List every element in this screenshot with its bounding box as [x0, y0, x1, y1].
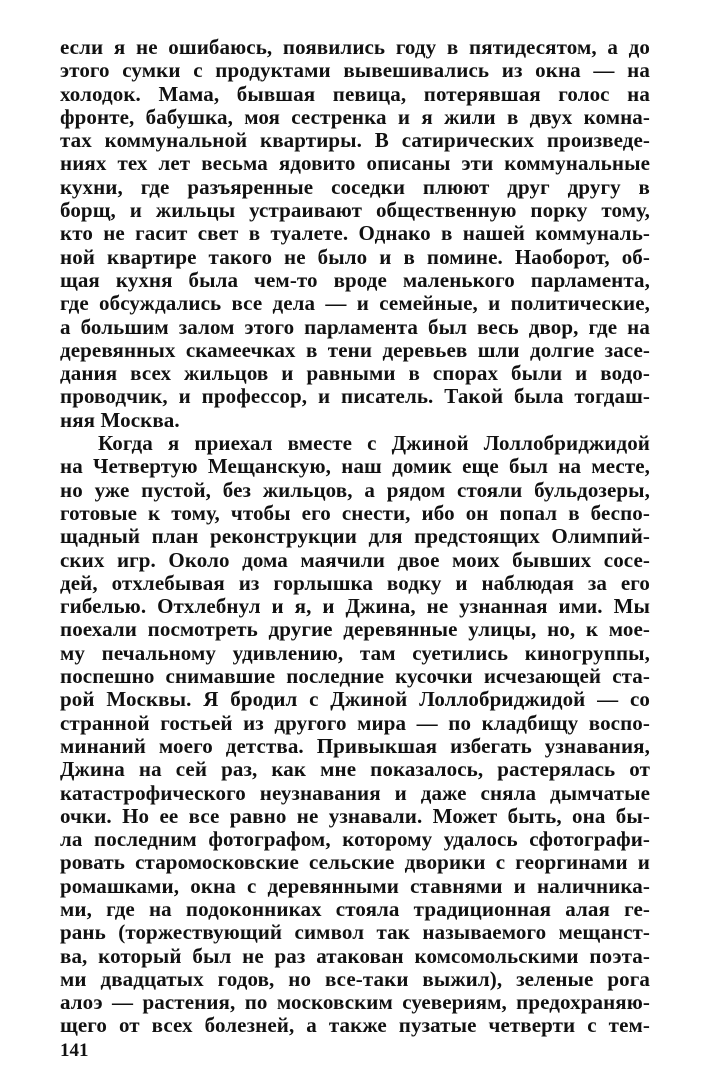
- text-line: щего от всех болезней, а также пузатые четверти с тем-: [60, 1013, 650, 1038]
- text-line: Когда я приехал вместе с Джиной Лоллобриджидой: [98, 431, 650, 456]
- text-line: ских игр. Около дома маячили двое моих бывших сосе-: [60, 547, 650, 572]
- text-line: ва, который был не раз атакован комсомольскими поэта-: [60, 943, 650, 968]
- text-line: фронте, бабушка, моя сестренка и я жили в двух комна-: [60, 104, 650, 129]
- text-line: алоэ — растения, по московским суевериям, предохраняю-: [60, 990, 650, 1015]
- text-line: ровать старомосковские сельские дворики с георгинами и: [60, 850, 650, 875]
- text-line: рой Москвы. Я бродил с Джиной Лоллобриджидой — со: [60, 687, 650, 712]
- text-line: ромашками, окна с деревянными ставнями и наличника-: [60, 873, 650, 898]
- text-line: но уже пустой, без жильцов, а рядом стояли бульдозеры,: [60, 477, 650, 502]
- paragraph-2: [60, 432, 650, 1038]
- text-line: ми двадцатых годов, но все-таки выжил), зеленые рога: [60, 966, 650, 991]
- text-line: ной квартире такого не было и в помине. Наоборот, об-: [60, 244, 650, 269]
- text-line: ми, где на подоконниках стояла традиционная алая ге-: [60, 896, 650, 921]
- text-line: деревянных скамеечках в тени деревьев шли долгие засе-: [60, 337, 650, 362]
- text-line: где обсуждались все дела — и семейные, и политические,: [60, 291, 650, 316]
- text-line: кто не гасит свет в туалете. Однако в нашей коммуналь-: [60, 221, 650, 246]
- text-line: рань (торжествующий символ так называемого мещанст-: [60, 920, 650, 945]
- text-line: этого сумки с продуктами вывешивались из окна — на: [60, 58, 650, 83]
- text-line: холодок. Мама, бывшая певица, потерявшая голос на: [60, 81, 650, 106]
- text-line: готовые к тому, чтобы его снести, ибо он попал в беспо-: [60, 500, 650, 525]
- text-line: кухни, где разъяренные соседки плюют друг другу в: [60, 174, 650, 199]
- text-line: тах коммунальной квартиры. В сатирических произведе-: [60, 128, 650, 153]
- text-line: очки. Но ее все равно не узнавали. Может быть, она бы-: [60, 803, 650, 828]
- text-line: няя Москва.: [60, 407, 180, 432]
- text-line: на Четвертую Мещанскую, наш домик еще был на месте,: [60, 454, 650, 479]
- text-line: щадный план реконструкции для предстоящих Олимпий-: [60, 524, 650, 549]
- text-line: ниях тех лет весьма ядовито описаны эти коммунальные: [60, 151, 650, 176]
- text-line: дания всех жильцов и равными в спорах были и водо-: [60, 361, 650, 386]
- text-line: му печальному удивлению, там суетились киногруппы,: [60, 640, 650, 665]
- text-line: странной гостьей из другого мира — по кладбищу воспо-: [60, 710, 650, 735]
- text-line: борщ, и жильцы устраивают общественную порку тому,: [60, 198, 650, 223]
- text-line: ла последним фотографом, которому удалось сфотографи-: [60, 827, 650, 852]
- text-line: минаний моего детства. Привыкшая избегать узнавания,: [60, 733, 650, 758]
- text-line: проводчик, и профессор, и писатель. Такой была тогдаш-: [60, 384, 650, 409]
- text-line: поехали посмотреть другие деревянные улицы, но, к мое-: [60, 617, 650, 642]
- text-line: поспешно снимавшие последние кусочки исчезающей ста-: [60, 664, 650, 689]
- paragraph-1: [60, 36, 650, 432]
- text-line: дей, отхлебывая из горлышка водку и наблюдая за его: [60, 570, 650, 595]
- page-number: 141: [60, 1040, 89, 1061]
- text-line: а большим залом этого парламента был весь двор, где на: [60, 314, 650, 339]
- book-page-text: [60, 36, 650, 1038]
- text-line: катастрофического неузнавания и даже сняла дымчатые: [60, 780, 650, 805]
- text-line: если я не ошибаюсь, появились году в пятидесятом, а до: [60, 35, 650, 59]
- text-line: Джина на сей раз, как мне показалось, растерялась от: [60, 757, 650, 782]
- text-line: гибелью. Отхлебнул и я, и Джина, не узнанная ими. Мы: [60, 594, 650, 619]
- text-line: щая кухня была чем-то вроде маленького парламента,: [60, 267, 650, 292]
